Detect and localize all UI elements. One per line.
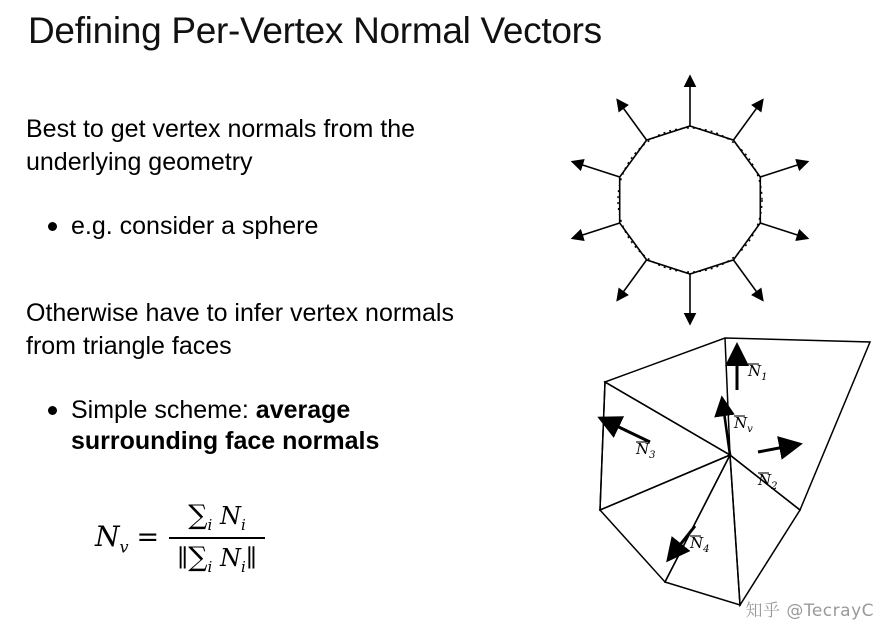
formula-vertex-normal xyxy=(95,500,265,576)
formula-den-left-bar: ∥ xyxy=(177,543,189,572)
paragraph-otherwise-infer: Otherwise have to infer vertex normals from triangle faces xyxy=(26,299,454,360)
mesh-normals-figure xyxy=(500,320,890,620)
formula-equals: = xyxy=(136,522,160,554)
formula-lhs-subscript: v xyxy=(119,537,129,557)
formula-den-term-sub: i xyxy=(241,557,246,576)
list-item-text xyxy=(71,395,478,457)
formula-num-term-sub: i xyxy=(241,515,246,534)
formula-den-sum-sub: i xyxy=(207,557,213,576)
mesh-label-n4: $N_4$ xyxy=(690,534,710,555)
bullet-dot-icon xyxy=(48,406,57,415)
formula-num-sum-sub: i xyxy=(207,515,213,534)
mesh-label-n2: $N_2$ xyxy=(758,471,778,492)
polygon-normals-figure xyxy=(510,70,870,330)
mesh-label-n3: $N_3$ xyxy=(636,440,656,461)
formula-lhs-symbol: N xyxy=(95,519,120,553)
list-item-label: Simple scheme: xyxy=(71,396,256,424)
paragraph-best-to-get: Best to get vertex normals from the underlying geometry xyxy=(26,115,416,176)
list-item-consider-sphere xyxy=(48,211,478,242)
formula-num-sum: ∑ xyxy=(188,500,208,531)
bullet-dot-icon xyxy=(48,222,57,231)
formula-den-right-bar: ∥ xyxy=(245,543,257,572)
formula-fraction xyxy=(169,500,265,576)
list-item-emphasis: average surrounding face normals xyxy=(71,396,380,455)
page-title: Defining Per-Vertex Normal Vectors xyxy=(28,10,602,51)
watermark: 知乎 @TecrayC xyxy=(745,601,874,621)
mesh-label-n1: $N_1$ xyxy=(748,362,768,383)
formula-denominator xyxy=(169,539,265,576)
mesh-label-nv: $N_v$ xyxy=(734,414,753,435)
list-item-label: e.g. consider a sphere xyxy=(71,212,319,240)
list-item-simple-scheme xyxy=(48,395,478,457)
formula-num-term: N xyxy=(220,502,241,530)
formula-den-term: N xyxy=(220,543,241,572)
formula-numerator xyxy=(180,500,254,537)
formula-lhs xyxy=(95,520,129,557)
formula-den-sum: ∑ xyxy=(188,541,208,573)
